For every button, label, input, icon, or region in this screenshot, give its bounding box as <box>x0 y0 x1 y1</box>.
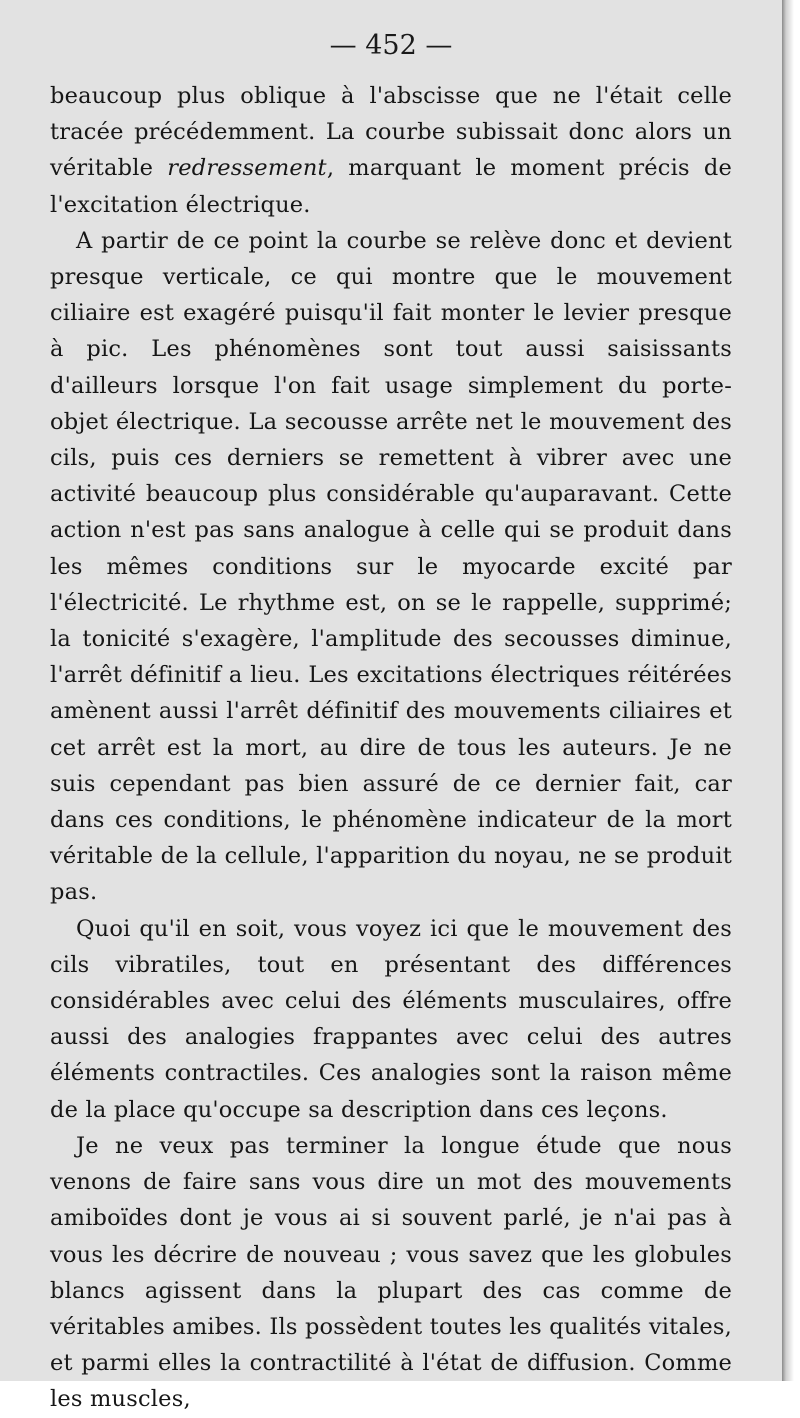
paragraph-3: Quoi qu'il en soit, vous voyez ici que le mouvement des cils vibratiles, tout en présentant des différences considérables avec celui des éléments musculaires, offre aussi des analogies frappantes avec celui des autres éléments contractiles. Ces analogies sont la raison même de la place qu'occupe sa description dans ces leçons. <box>50 915 732 1123</box>
paragraph-1 <box>50 78 732 223</box>
page-number: — 452 — <box>329 30 453 61</box>
paragraph-4: Je ne veux pas terminer la longue étude que nous venons de faire sans vous dire un mot des mouvements amiboïdes dont je vous ai si souvent parlé, je n'ai pas à vous les décrire de nouveau ; vous savez que les globules blancs agissent dans la plupart des cas comme de véritables amibes. Ils possèdent toutes les qualités vitales, et parmi elles la contractilité à l'état de diffusion. Comme les muscles, <box>50 1132 732 1413</box>
paragraph-1-text-end: , marquant le moment précis de l'excitation électrique. <box>50 155 732 218</box>
paragraph-1-text-start: beaucoup plus oblique à l'abscisse que ne l'était celle tracée précédemment. La courbe subissait donc alors un véritable <box>50 83 732 182</box>
paragraph-2: A partir de ce point la courbe se relève donc et devient presque verticale, ce qui montre que le mouvement ciliaire est exagéré puisqu'il fait monter le levier presque à pic. Les phénomènes sont tout aussi saisissants d'ailleurs lorsque l'on fait usage simplement du porte-objet électrique. La secousse arrête net le mouvement des cils, puis ces derniers se remettent à vibrer avec une activité beaucoup plus considérable qu'auparavant. Cette action n'est pas sans analogue à celle qui se produit dans les mêmes conditions sur le myocarde excité par l'électricité. Le rhythme est, on se le rappelle, supprimé; la tonicité s'exagère, l'amplitude des secousses diminue, l'arrêt définitif a lieu. Les excitations électriques réitérées amènent aussi l'arrêt définitif des mouvements ciliaires et cet arrêt est la mort, au dire de tous les auteurs. Je ne suis cependant pas bien assuré de ce dernier fait, car dans ces conditions, le phénomène indicateur de la mort véritable de la cellule, l'apparition du noyau, ne se produit pas. <box>50 227 732 906</box>
body-text <box>50 78 732 1418</box>
emphasized-word: redressement <box>167 155 327 182</box>
page-edge-shadow <box>782 0 800 1381</box>
